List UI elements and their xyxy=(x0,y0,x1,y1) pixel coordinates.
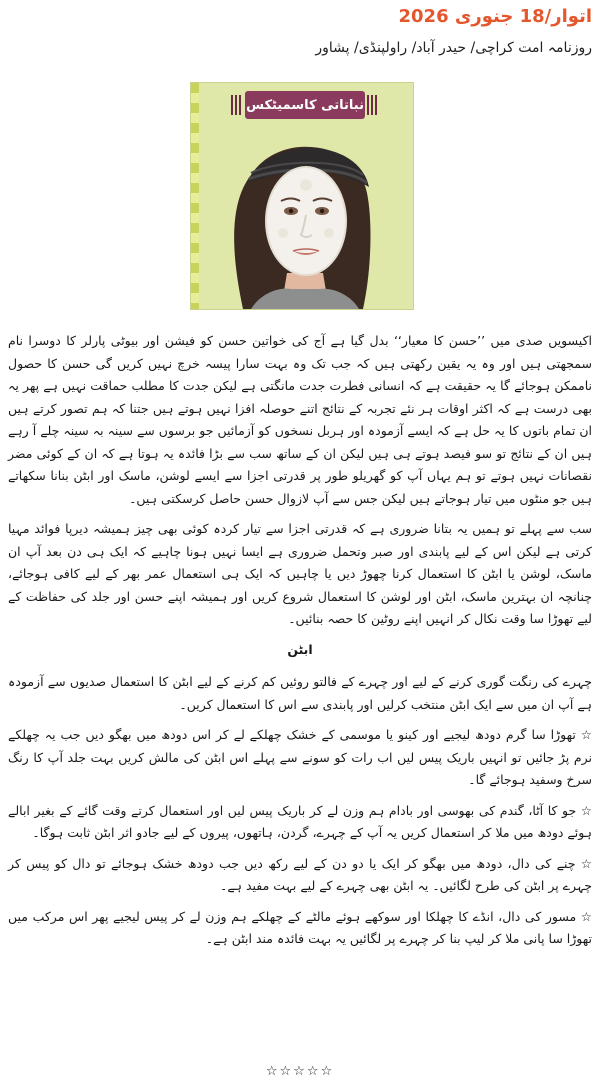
article-paragraph: سب سے پہلے تو ہمیں یہ بتانا ضروری ہے کہ قدرتی اجزا سے تیار کردہ کوئی بھی چیز ہمیشہ دیرپا فوائد مہیا کرتی ہے لیکن اس کے لیے پابندی اور صبر وتحمل ضروری ہے ایسا نہیں ہونا چاہیے کہ ایک ہی دن بعد آپ ان ماسک، لوشن یا ابٹن کا استعمال کرنا چھوڑ دیں یا چاہیں کہ ایک ہی استعمال عمر بھر کے لیے کافی ہوجائے، چنانچہ ان بہترین ماسک، ابٹن اور لوشن کا استعمال شروع کریں اور ہمیشہ اپنے حسن اور جلد کی حفاظت کے لیے تھوڑا سا وقت نکال کر انہیں اپنے روٹین کا حصہ بنائیں۔ xyxy=(8,521,592,626)
article-paragraph: اکیسویں صدی میں ’’حسن کا معیار‘‘ بدل گیا ہے آج کی خواتین حسن کو فیشن اور بیوٹی پارلر کا دوسرا نام سمجھتی ہیں اور وہ یہ یقین رکھتی ہیں کہ جب تک وہ بہت سارا پیسہ خرچ نہیں کریں گی حسن کا حصول ناممکن ہوجائے گا یہ حقیقت ہے کہ انسانی فطرت جدت مانگتی ہے لیکن جدت کا مطلب حماقت نہیں ہے پھر یہ بھی درست ہے کہ اکثر اوقات ہر نئے تجربہ کے نتائج اتنے حوصلہ افزا نہیں ہوتے ہیں جتنا کہ ہم تصور کرتے ہیں ان تمام باتوں کا یہ حل ہے کہ ایسے آزمودہ اور ہربل نسخوں کو آزمائیں جو برسوں سے سینہ بہ سینہ چلے آ رہے ہیں ان کے نتائج تو سو فیصد ہوتے ہی ہیں لیکن ان کے ساتھ سب سے بڑا فائدہ یہ ہوتا ہے کہ ان کے کوئی مضر نقصانات نہیں ہوتے تو ہم یہاں آپ کو گھریلو طور پر قدرتی اجزا سے ایسے لوشن، ماسک اور ابٹن بنانا سکھاتے ہیں جو منٹوں میں تیار ہوجاتے ہیں لیکن جس سے آپ لازوال حسن حاصل کرسکتی ہیں۔ xyxy=(8,333,592,506)
recipe-item: ☆ تھوڑا سا گرم دودھ لیجیے اور کینو یا موسمی کے خشک چھلکے لے کر اس دودھ میں بھگو دیں جب یہ چھلکے نرم پڑ جائیں تو انہیں باریک پیس لیں اب رات کو سونے سے پہلے اس ابٹن کی مالش کریں بہت جلد آپ کا رنگ سرخ وسفید ہوجائے گا۔ xyxy=(8,727,592,787)
recipe-item: ☆ مسور کی دال، انڈے کا چھلکا اور سوکھے ہوئے مالٹے کے چھلکے ہم وزن لے کر پیس لیجیے پھر اس مرکب میں تھوڑا سا پانی ملا کر لیپ بنا کر چہرے پر لگائیں یہ بہت فائدہ مند ابٹن ہے۔ xyxy=(8,908,592,946)
photo-title-box: نباتاتی کاسمیٹکس xyxy=(245,91,365,119)
issue-date: اتوار/18 جنوری 2026 xyxy=(398,6,592,27)
end-stars: ☆☆☆☆☆ xyxy=(265,1064,335,1079)
article-body xyxy=(8,330,592,959)
section-heading: ابٹن xyxy=(287,641,313,657)
newspaper-edition: روزنامہ امت کراچی/ حیدر آباد/ راولپنڈی/ پشاور xyxy=(315,40,592,56)
recipe-item: ☆ چنے کی دال، دودھ میں بھگو کر ایک یا دو دن کے لیے رکھ دیں جب دودھ خشک ہوجائے تو دال کو پیس کر چہرے پر ابٹن کی طرح لگائیں۔ یہ ابٹن بھی چہرے کے لیے بہت مفید ہے۔ xyxy=(8,855,592,893)
section-paragraph: چہرے کی رنگت گوری کرنے کے لیے اور چہرے کے فالتو روئیں کم کرنے کے لیے ابٹن کا استعمال صدیوں سے آزمودہ ہے آپ ان میں سے ایک ابٹن منتخب کرلیں اور پابندی سے اس کا استعمال کریں۔ xyxy=(8,674,592,712)
article-photo xyxy=(190,82,414,310)
recipe-item: ☆ جو کا آٹا، گندم کی بھوسی اور بادام ہم وزن لے کر باریک پیس لیں اور استعمال کرتے وقت گائے کے بغیر ابالے ہوئے دودھ میں ملا کر استعمال کریں یہ آپ کے چہرے، گردن، ہاتھوں، پیروں کے لیے جادو اثر ابٹن ثابت ہوگا۔ xyxy=(8,802,592,840)
